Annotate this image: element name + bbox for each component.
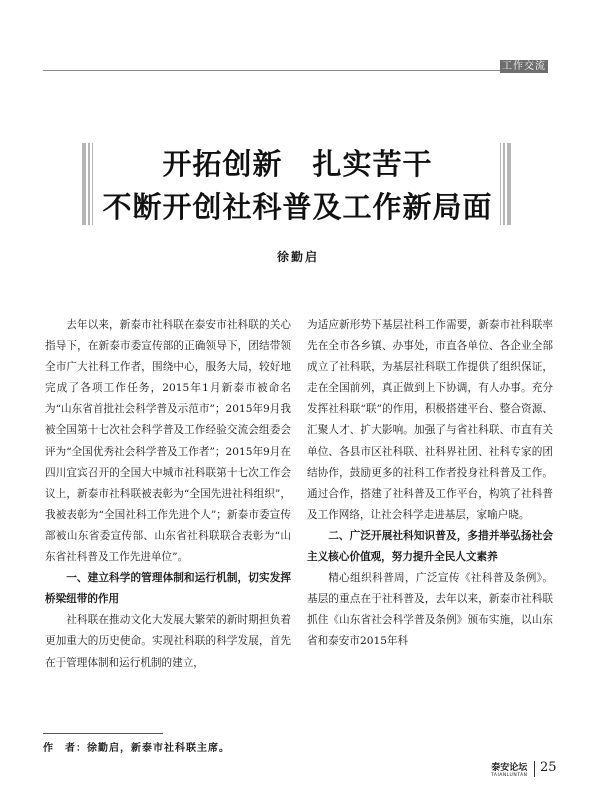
left-column <box>45 315 291 674</box>
header-rule <box>43 70 548 71</box>
section-heading: 一、建立科学的管理体制和运行机制，切实发挥桥梁纽带的作用 <box>45 572 291 606</box>
journal-name-cn: 泰安论坛 <box>491 763 528 773</box>
right-column <box>307 315 553 653</box>
section-tag: 工作交流 <box>502 61 546 72</box>
footnote-rule <box>43 733 163 734</box>
page-number: 25 <box>540 760 557 775</box>
paragraph: 为适应新形势下基层社科工作需要，新泰市社科联率先在全市各乡镇、办事处，市直各单位、各企业全部成立了社科联，为基层社科联工作提供了组织保证，走在全国前列，真正做到上下协调，有人办事。充分发挥社科联“联”的作用，积极搭建平台、整合资源、汇聚人才、扩大影响。加强了与省社科联、市直有关单位、各县市区社科联、社科界社团、社科专家的团结协作，鼓励更多的社科工作者投身社科普及工作。通过合作，搭建了社科普及工作平台，构筑了社科普及工作网络，让社会科学走进基层，家喻户晓。 <box>307 319 553 521</box>
page-number-divider <box>534 761 535 777</box>
author-footnote: 作 者：徐勤启，新泰市社科联主席。 <box>43 743 230 754</box>
paragraph: 去年以来，新泰市社科联在泰安市社科联的关心指导下，在新泰市委宣传部的正确领导下，团结带领全市广大社科工作者，围绕中心，服务大局，较好地完成了各项工作任务，2015年1月新泰市被命名为“山东省首批社会科学普及示范市”；2015年9月我被全国第十七次社会科学普及工作经验交流会组委会评为“全国优秀社会科学普及工作者”；2015年9月在四川宜宾召开的全国大中城市社科联第十七次工作会议上，新泰市社科联被表彰为“全国先进社科组织”，我被表彰为“全国社科工作先进个人”；新泰市委宣传部被山东省委宣传部、山东省社科联联合表彰为“山东省社科普及工作先进单位”。 <box>45 319 291 564</box>
paragraph: 精心组织科普周，广泛宣传《社科普及条例》。基层的重点在于社科普及，去年以来，新泰市社科联抓住《山东省社会科学普及条例》颁布实施，以山东省和泰安市2015年科 <box>307 572 553 648</box>
title-decoration-right <box>500 143 512 225</box>
article-title-line2: 不断开创社科普及工作新局面 <box>102 190 493 224</box>
author-name: 徐勤启 <box>276 250 319 264</box>
section-heading: 二、广泛开展社科知识普及，多措并举弘扬社会主义核心价值观，努力提升全民人文素养 <box>307 529 553 564</box>
title-decoration-left <box>82 143 94 225</box>
paragraph: 社科联在推动文化大发展大繁荣的新时期担负着更加重大的历史使命。实现社科联的科学发展，首先在于管理体制和运行机制的建立， <box>45 614 291 669</box>
journal-name-en: TAIANLUNTAN <box>491 773 528 778</box>
journal-name <box>491 760 528 778</box>
article-title-line1: 开拓创新 扎实苦干 <box>162 147 433 181</box>
